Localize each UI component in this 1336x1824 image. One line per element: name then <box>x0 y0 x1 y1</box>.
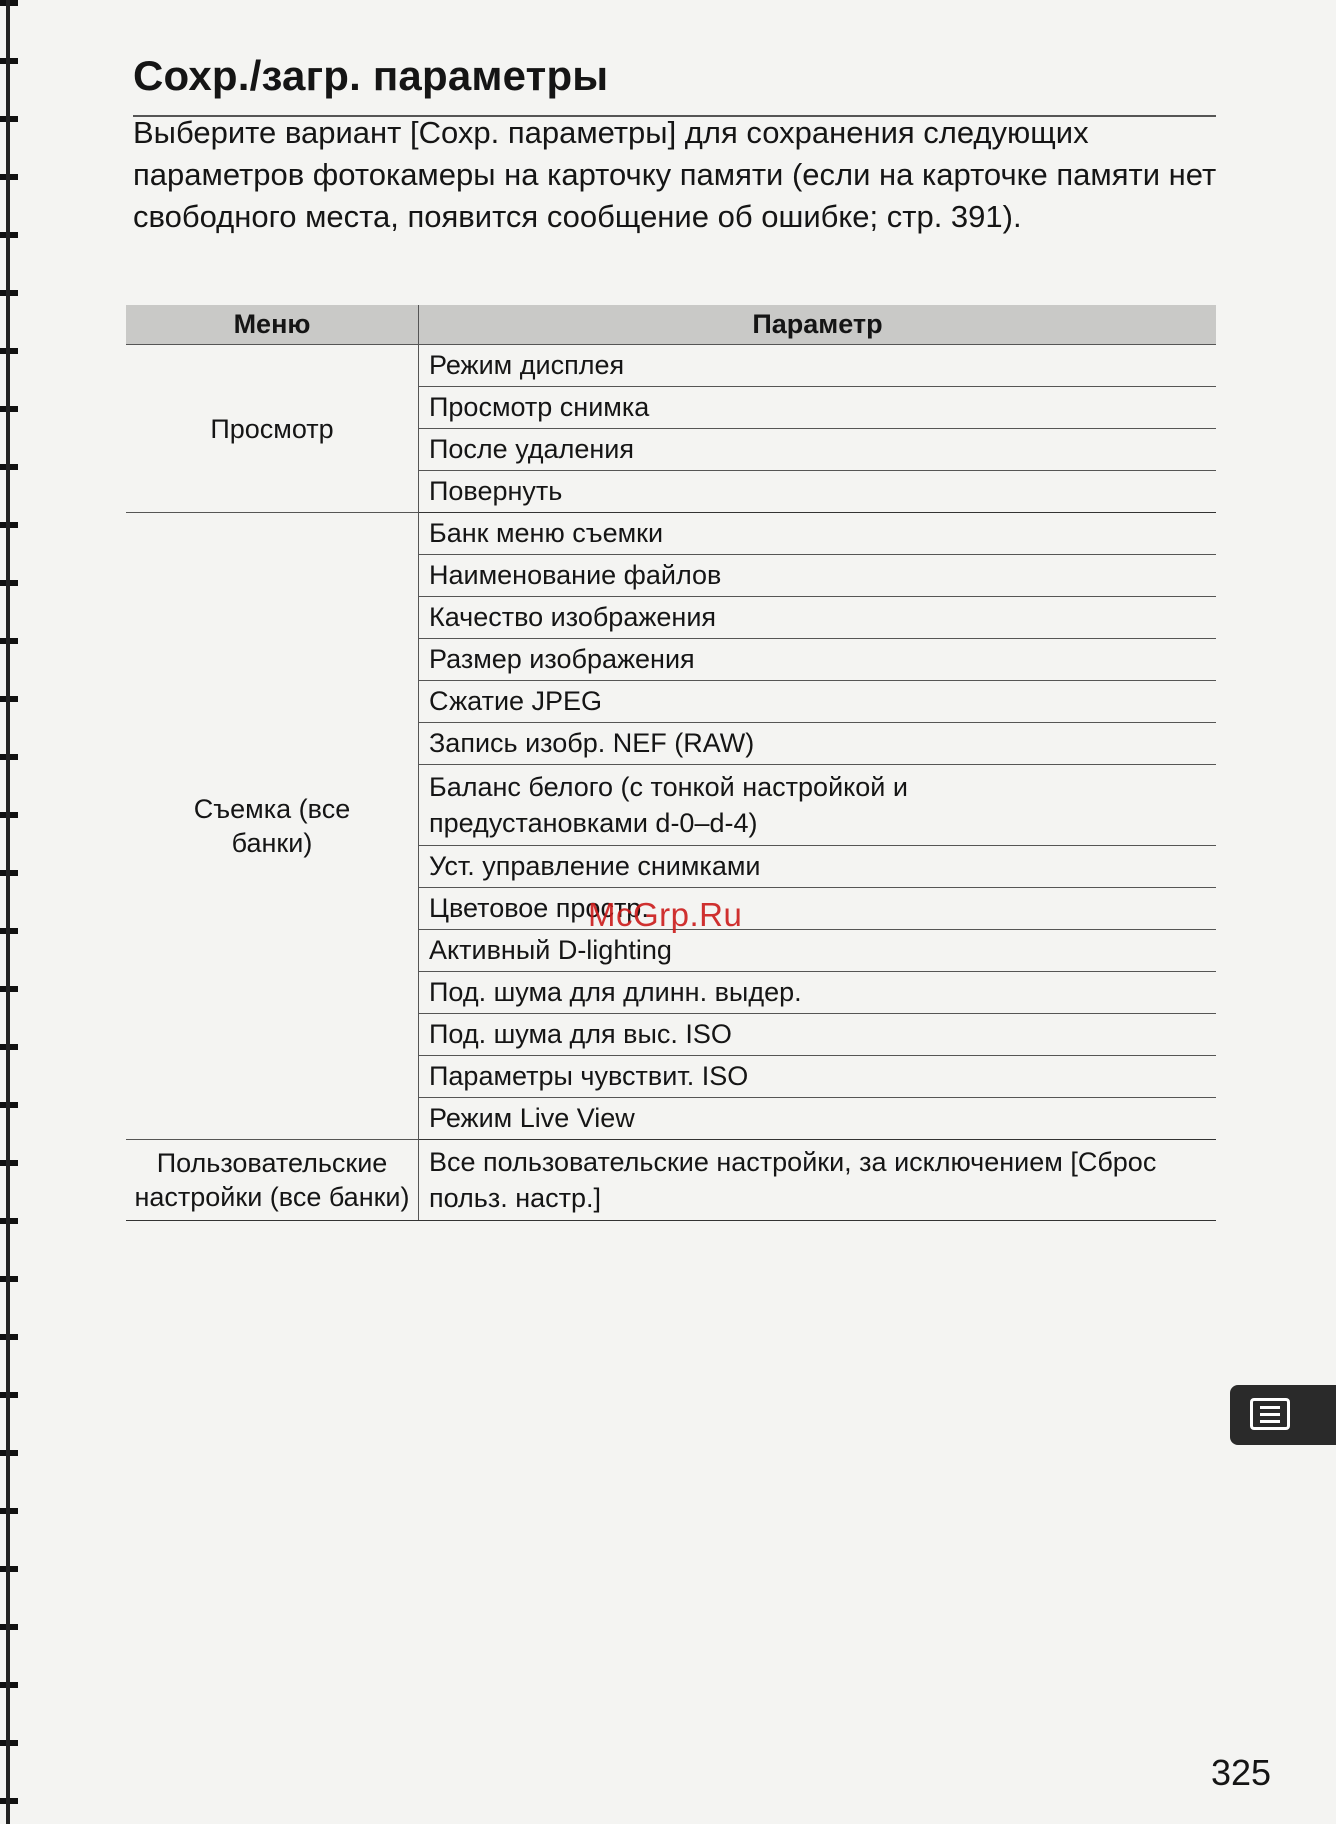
param-cell: Под. шума для длинн. выдер. <box>419 972 1217 1014</box>
table-row <box>126 1140 1216 1221</box>
param-cell: Запись изобр. NEF (RAW) <box>419 723 1217 765</box>
menu-cell-playback: Просмотр <box>126 345 419 513</box>
param-cell: Активный D-lighting <box>419 930 1217 972</box>
param-cell: Под. шума для выс. ISO <box>419 1014 1217 1056</box>
param-cell-custom-settings: Все пользовательские настройки, за исключением [Сброс польз. настр.] <box>429 1147 1157 1213</box>
binding-line <box>6 0 10 1824</box>
header-param: Параметр <box>419 305 1217 345</box>
table-header-row <box>126 305 1216 345</box>
param-cell: Параметры чувствит. ISO <box>419 1056 1217 1098</box>
setup-menu-icon <box>1250 1398 1290 1430</box>
page-title: Сохр./загр. параметры <box>133 52 609 99</box>
param-cell: Сжатие JPEG <box>419 681 1217 723</box>
setup-menu-tab <box>1230 1385 1336 1445</box>
menu-cell-custom <box>126 1140 419 1221</box>
param-cell: Банк меню съемки <box>419 513 1217 555</box>
param-cell: Просмотр снимка <box>419 387 1217 429</box>
settings-table <box>126 305 1216 1221</box>
menu-cell-shooting <box>126 513 419 1140</box>
param-cell: Уст. управление снимками <box>419 846 1217 888</box>
param-cell: Повернуть <box>419 471 1217 513</box>
watermark: McGrp.Ru <box>588 896 743 933</box>
menu-cell-custom-label: Пользовательские настройки (все банки) <box>134 1148 410 1212</box>
param-cell <box>419 765 1217 846</box>
table-row <box>126 345 1216 387</box>
param-cell: Качество изображения <box>419 597 1217 639</box>
param-cell: Режим дисплея <box>419 345 1217 387</box>
menu-cell-shooting-label: Съемка (все банки) <box>193 794 351 858</box>
param-cell: После удаления <box>419 429 1217 471</box>
table-row <box>126 513 1216 555</box>
page-number: 325 <box>1211 1752 1272 1793</box>
param-cell: Цветовое простр. <box>419 888 1217 930</box>
intro-paragraph: Выберите вариант [Сохр. параметры] для сохранения следующих параметров фотокамеры на карточку памяти (если на карточке памяти нет свободного места, появится сообщение об ошибке; стр. 391). <box>133 115 1217 234</box>
header-menu: Меню <box>126 305 419 345</box>
param-cell-white-balance: Баланс белого (с тонкой настройкой и предустановками d-0–d-4) <box>429 772 908 838</box>
param-cell: Размер изображения <box>419 639 1217 681</box>
param-cell <box>419 1140 1217 1221</box>
param-cell: Наименование файлов <box>419 555 1217 597</box>
param-cell: Режим Live View <box>419 1098 1217 1140</box>
